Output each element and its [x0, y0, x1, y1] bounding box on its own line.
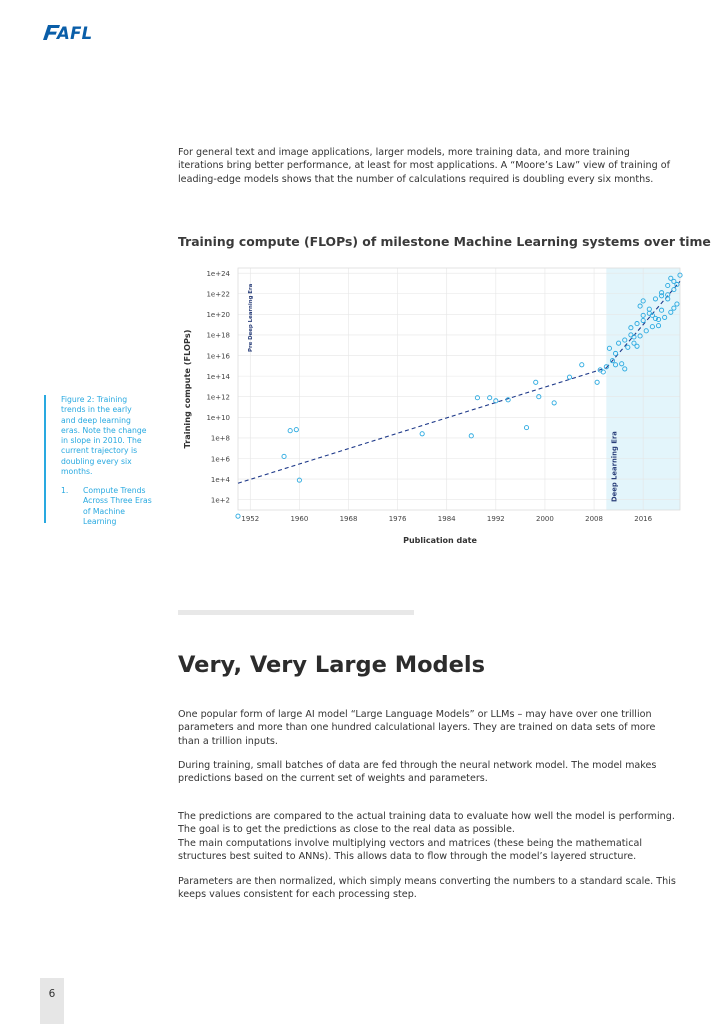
pre-era-label: Pre Deep Learning Era [248, 283, 254, 352]
afl-logo-text: AFL [57, 24, 93, 42]
data-point [236, 514, 240, 518]
y-tick-labels [206, 270, 230, 505]
y-tick-label: 1e+20 [206, 311, 230, 320]
y-tick-label: 1e+2 [210, 496, 230, 505]
x-tick-label: 1968 [339, 515, 358, 523]
intro-paragraph: For general text and image applications, larger models, more training data, and more training iterations bring better performance, at least for most applications. A “Moore’s Law” view of training of leading-edge models shows that the number of calculations required is doubling every six months. [178, 147, 671, 185]
x-tick-label: 1984 [437, 515, 456, 523]
x-tick-label: 1976 [388, 515, 407, 523]
compute-trend-chart [178, 262, 684, 552]
y-tick-label: 1e+24 [206, 269, 230, 278]
trend-line-pre-deep-learning [238, 368, 606, 483]
y-tick-label: 1e+4 [210, 475, 230, 484]
y-tick-label: 1e+16 [206, 352, 230, 361]
reference-link[interactable]: Compute Trends Across Three Eras of Machine Learning [83, 486, 152, 526]
data-point [524, 426, 528, 430]
data-point [567, 375, 571, 379]
page-number: 6 [48, 988, 56, 1000]
figure-sidebar [44, 395, 156, 526]
x-axis-label: Publication date [403, 536, 477, 545]
paragraph-predictions: The predictions are compared to the actual training data to evaluate how well the model is performing. The goal is to get the predictions as close to the real data as possible. [178, 811, 675, 836]
page-number-tab [40, 978, 64, 1024]
y-axis-label: Training compute (FLOPs) [182, 329, 192, 449]
y-tick-label: 1e+8 [210, 434, 230, 443]
deep-era-label: Deep Learning Era [610, 431, 619, 502]
y-tick-label: 1e+14 [206, 372, 230, 381]
chart-title: Training compute (FLOPs) of milestone Machine Learning systems over time [178, 234, 711, 249]
data-point [475, 396, 479, 400]
x-tick-label: 1952 [241, 515, 260, 523]
x-tick-label: 2000 [536, 515, 554, 523]
section-heading: Very, Very Large Models [178, 652, 486, 678]
paragraph-computations: The main computations involve multiplying vectors and matrices (these being the mathematical structures best suited to ANNs). This allows data to flow through the model’s layered structure. [178, 838, 643, 863]
paragraph-normalization: Parameters are then normalized, which simply means converting the numbers to a standard scale. This keeps values consistent for each processing step. [178, 876, 676, 901]
data-point [580, 363, 584, 367]
paragraph-llm-intro: One popular form of large AI model “Large Language Models” or LLMs – may have over one trillion parameters and more than one hundred calculational layers. They are trained on data sets of more than a trillion inputs. [178, 709, 656, 747]
paragraph-training: During training, small batches of data are fed through the neural network model. The model makes predictions based on the current set of weights and parameters. [178, 760, 657, 785]
reference-number: 1. [61, 486, 69, 495]
data-point [534, 380, 538, 384]
data-point [488, 396, 492, 400]
data-point [420, 432, 424, 436]
x-tick-label: 1960 [290, 515, 309, 523]
y-tick-label: 1e+10 [206, 414, 230, 423]
data-point [469, 434, 473, 438]
data-point [601, 370, 605, 374]
data-point [595, 380, 599, 384]
x-tick-label: 2016 [634, 515, 653, 523]
figure-caption: Figure 2: Training trends in the early and deep learning eras. Note the change in slope in 2010. The current trajectory is doubling every six months. [61, 395, 147, 477]
y-tick-label: 1e+22 [206, 290, 230, 299]
x-tick-label: 1992 [486, 515, 505, 523]
data-point [288, 429, 292, 433]
y-tick-label: 1e+6 [210, 455, 230, 464]
y-tick-label: 1e+18 [206, 331, 230, 340]
section-divider [178, 610, 414, 615]
data-point [282, 454, 286, 458]
data-point [294, 428, 298, 432]
data-point [552, 401, 556, 405]
y-tick-label: 1e+12 [206, 393, 230, 402]
x-tick-label: 2008 [585, 515, 603, 523]
afl-logo [40, 22, 104, 42]
x-tick-labels [241, 515, 652, 523]
